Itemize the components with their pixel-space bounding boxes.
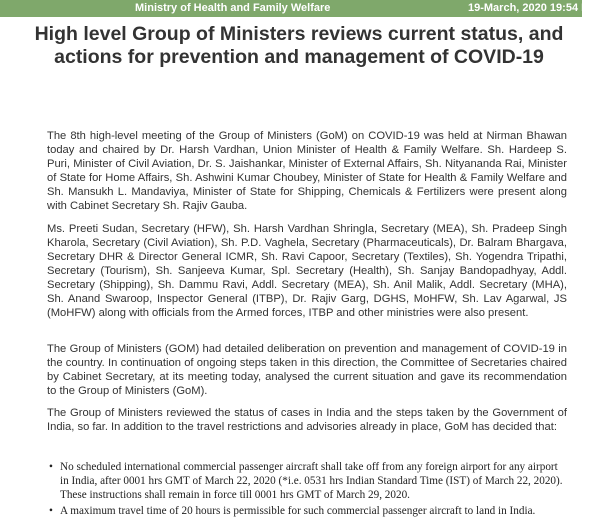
publish-datetime: 19-March, 2020 19:54 IST <box>468 2 599 14</box>
list-item-text: No scheduled international commercial passenger aircraft shall take off from any foreign airport for any airport in India, after 0001 hrs GMT of March 22, 2020 (*i.e. 0531 hrs Indian Standard Time (IST) of March 22, 2020). These instructions shall remain in force till 0001 hrs GMT of March 29, 2020. <box>60 461 563 501</box>
article-paragraph: The Group of Ministers (GOM) had detailed deliberation on prevention and management of COVID-19 in the country. In continuation of ongoing steps taken in this direction, the Committee of Secretaries chaired by Cabinet Secretary, at its meeting today, analysed the current situation and gave its recommendation to the Group of Ministers (GoM). <box>47 343 567 397</box>
bullet-icon: • <box>49 505 53 517</box>
bullet-icon: • <box>49 461 53 473</box>
list-item <box>47 504 567 518</box>
ministry-header-bar <box>0 0 599 17</box>
article-paragraph: The 8th high-level meeting of the Group of Ministers (GoM) on COVID-19 was held at Nirman Bhawan today and chaired by Dr. Harsh Vardhan, Union Minister of Health & Family Welfare. Sh. Hardeep S. Puri, Minister of Civil Aviation, Dr. S. Jaishankar, Minister of External Affairs, Sh. Nityananda Rai, Minister of State for Home Affairs, Sh. Ashwini Kumar Choubey, Minister of State for Health & Family Welfare and Sh. Mansukh L. Mandaviya, Minister of State for Shipping, Chemicals & Fertilizers were present along with Cabinet Secretary Sh. Rajiv Gauba. <box>47 130 567 212</box>
article-paragraph: The Group of Ministers reviewed the status of cases in India and the steps taken by the Government of India, so far. In addition to the travel restrictions and advisories already in place, GoM has decided that: <box>47 407 567 433</box>
article-paragraph: Ms. Preeti Sudan, Secretary (HFW), Sh. Harsh Vardhan Shringla, Secretary (MEA), Sh. Pradeep Singh Kharola, Secretary (Civil Aviation), Sh. P.D. Vaghela, Secretary (Pharmaceuticals), Dr. Balram Bhargava, Secretary DHR & Director General ICMR, Sh. Ravi Capoor, Secretary (Textiles), Sh. Yogendra Tripathi, Secretary (Tourism), Sh. Sanjeeva Kumar, Spl. Secretary (Health), Sh. Sanjay Bandopadhyay, Addl. Secretary (Shipping), Sh. Dammu Ravi, Addl. Secretary (MEA), Sh. Anil Malik, Addl. Secretary (MHA), Sh. Anand Swaroop, Inspector General (ITBP), Dr. Rajiv Garg, DGHS, MoHFW, Sh. Lav Agarwal, JS (MoHFW) along with officials from the Armed forces, ITBP and other ministries were also present. <box>47 223 567 319</box>
ministry-name: Ministry of Health and Family Welfare <box>135 2 331 14</box>
scrollbar[interactable] <box>592 17 600 531</box>
article-title: High level Group of Ministers reviews current status, and actions for prevention and management of COVID-19 <box>34 23 564 68</box>
decision-list <box>47 460 567 520</box>
list-item <box>47 460 567 502</box>
list-item-text: A maximum travel time of 20 hours is permissible for such commercial passenger aircraft to land in India. <box>60 505 536 517</box>
